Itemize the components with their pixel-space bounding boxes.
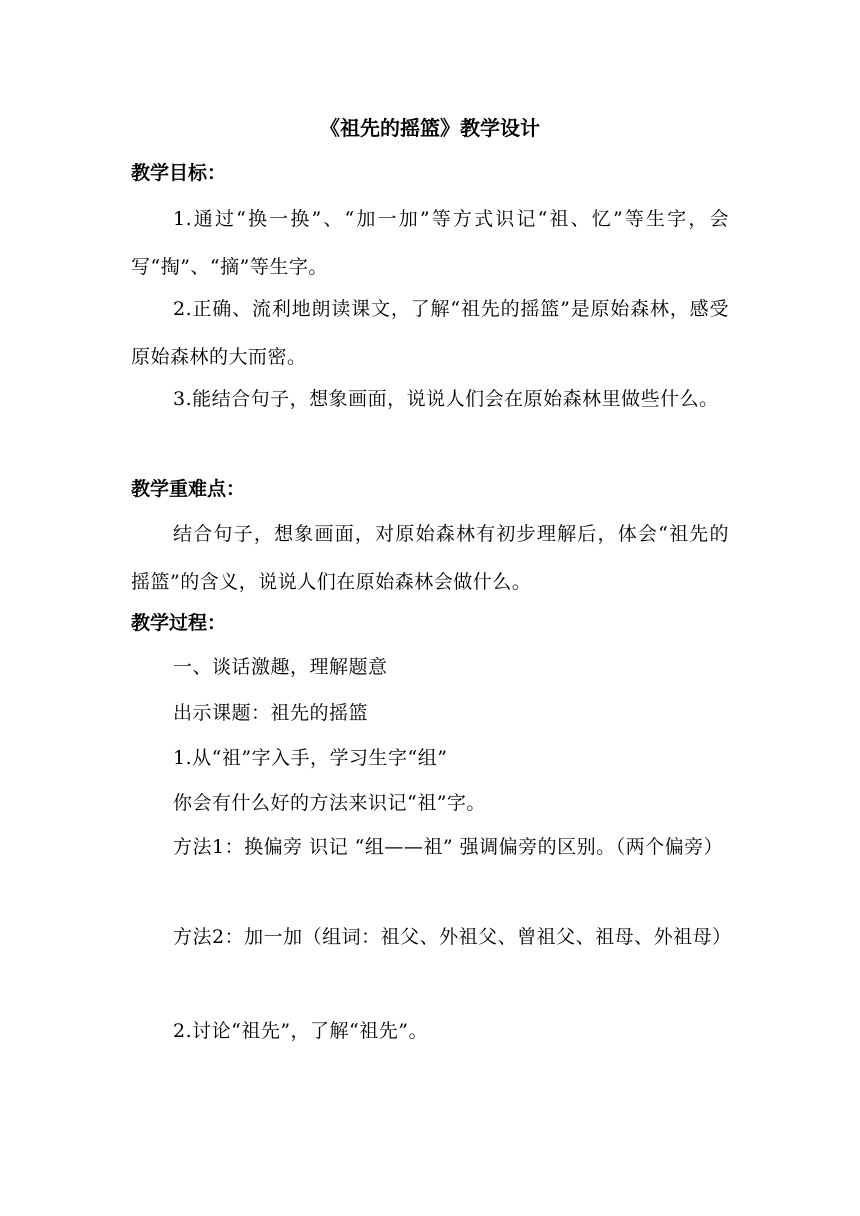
process-question: 你会有什么好的方法来识记“祖”字。 bbox=[173, 792, 486, 814]
process-heading: 教学过程： bbox=[131, 612, 227, 634]
document-title: 《祖先的摇篮》教学设计 bbox=[320, 116, 540, 140]
process-item-2: 2.讨论“祖先”，了解“祖先”。 bbox=[173, 1020, 428, 1042]
process-step-1: 一、谈话激趣，理解题意 bbox=[173, 656, 388, 678]
objective-item-1: 1.通过“换一换”、“加一加”等方式识记“祖、忆”等生字，会写“掏”、“摘”等生字。 bbox=[131, 208, 729, 278]
objectives-heading: 教学目标： bbox=[131, 162, 227, 184]
key-points-heading: 教学重难点： bbox=[131, 478, 246, 500]
process-method-2: 方法2：加一加（组词：祖父、外祖父、曾祖父、祖母、外祖母） bbox=[173, 926, 732, 948]
process-item-1: 1.从“祖”字入手，学习生字“组” bbox=[173, 747, 448, 769]
objective-item-2: 2.正确、流利地朗读课文，了解“祖先的摇篮”是原始森林，感受原始森林的大而密。 bbox=[131, 298, 729, 368]
objective-item-3: 3.能结合句子，想象画面，说说人们会在原始森林里做些什么。 bbox=[173, 388, 719, 410]
process-method-1: 方法1：换偏旁 识记 “组——祖” 强调偏旁的区别。（两个偏旁） bbox=[173, 836, 724, 858]
process-show-title: 出示课题：祖先的摇篮 bbox=[173, 702, 369, 724]
key-points-text: 结合句子，想象画面，对原始森林有初步理解后，体会“祖先的摇篮”的含义，说说人们在原始森林会做什么。 bbox=[131, 523, 729, 593]
